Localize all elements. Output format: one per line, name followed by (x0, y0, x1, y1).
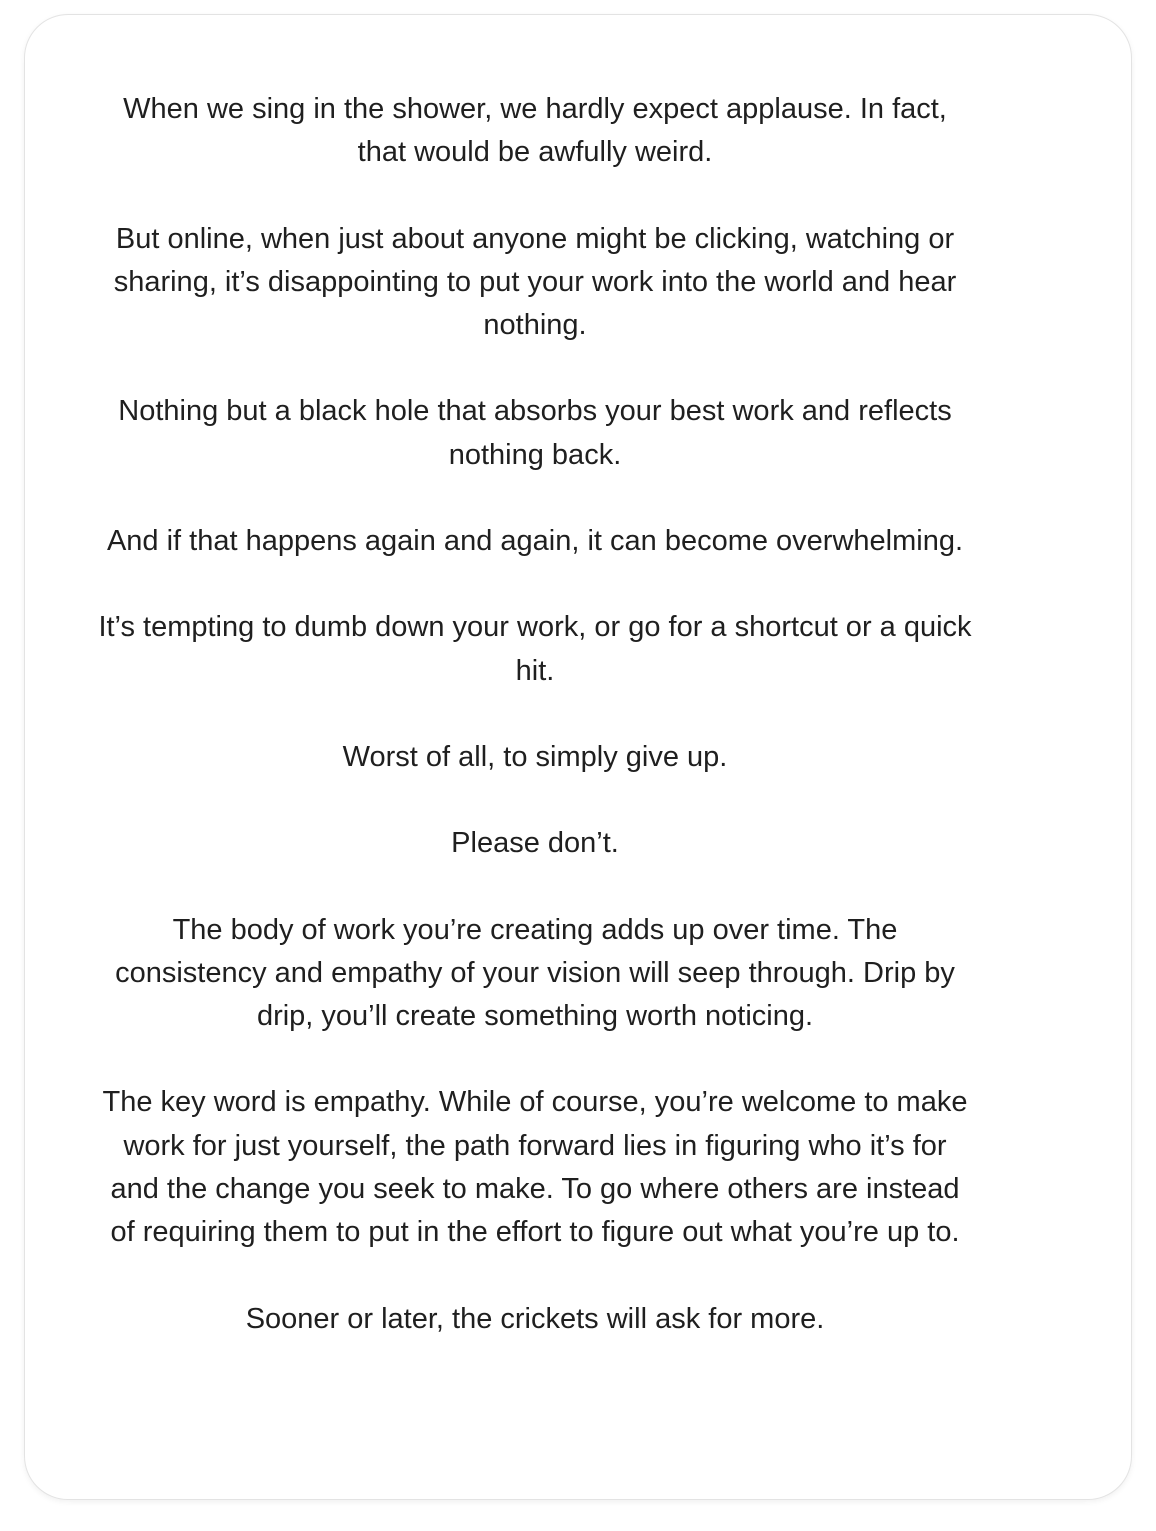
paragraph: Please don’t. (451, 827, 619, 860)
paragraph: The key word is empathy. While of course, you’re welcome to make work for just yourself, the path forward lies in figuring who it’s for and the change you seek to make. To go where others are instead of requiring them to put in the effort to figure out what you’re up to. (102, 1086, 968, 1249)
paragraph: Sooner or later, the crickets will ask for more. (245, 1302, 825, 1335)
paragraph: The body of work you’re creating adds up over time. The consistency and empathy of your vision will seep through. Drip by drip, you’ll create something worth noticing. (115, 913, 955, 1033)
paragraph: And if that happens again and again, it can become overwhelming. (106, 525, 964, 558)
paragraph: It’s tempting to dumb down your work, or go for a shortcut or a quick hit. (98, 611, 972, 687)
paragraph: When we sing in the shower, we hardly expect applause. In fact, that would be awfully weird. (123, 93, 947, 169)
paragraph: Worst of all, to simply give up. (342, 740, 728, 773)
text-card (24, 14, 1132, 1500)
paragraph: But online, when just about anyone might be clicking, watching or sharing, it’s disappointing to put your work into the world and hear nothing. (113, 222, 957, 342)
article-body (97, 88, 973, 1341)
paragraph: Nothing but a black hole that absorbs your best work and reflects nothing back. (118, 395, 952, 471)
